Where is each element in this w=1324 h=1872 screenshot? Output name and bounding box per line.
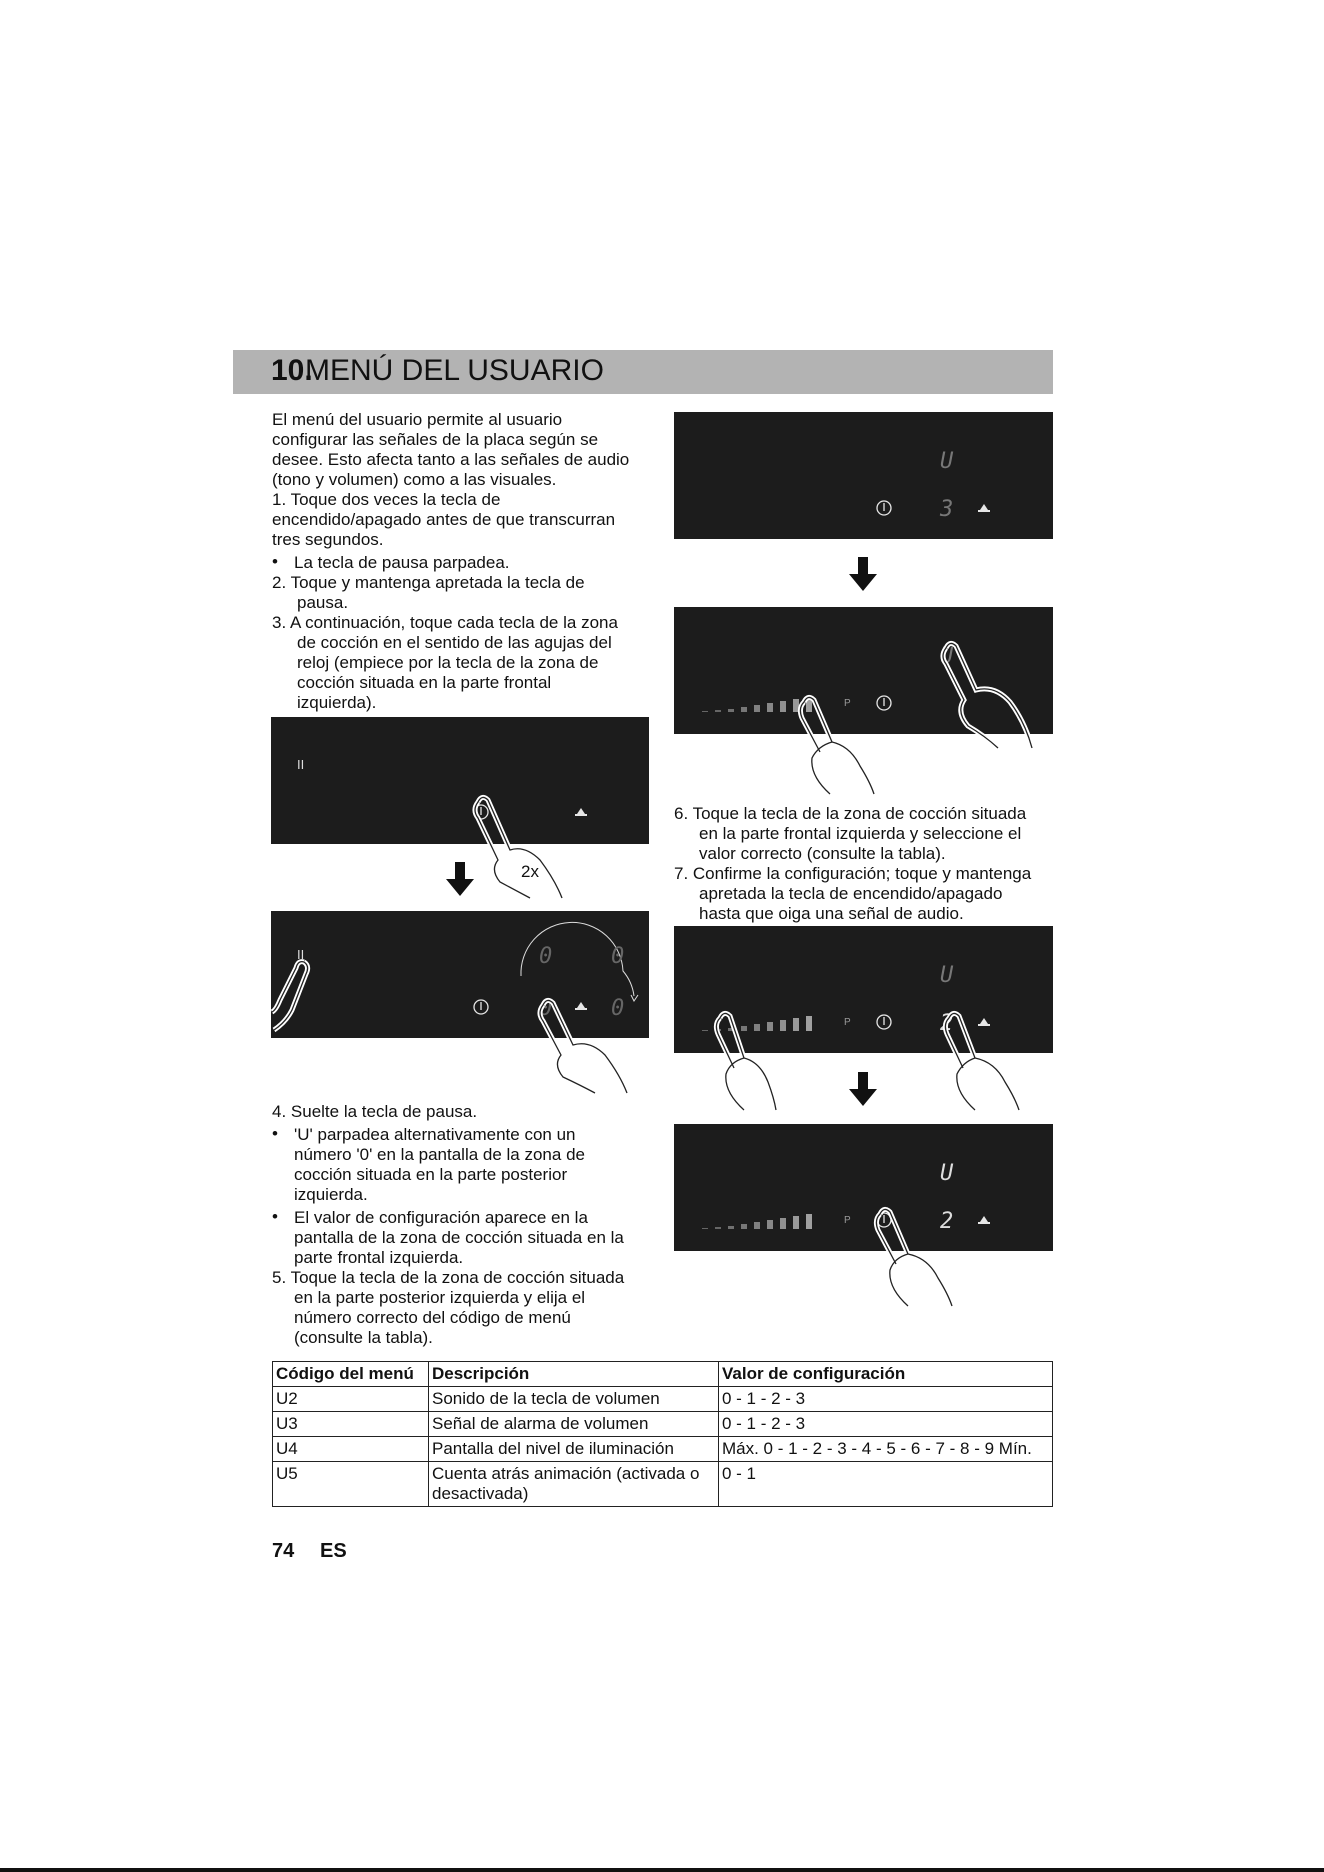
- power-icon: [474, 1000, 488, 1014]
- text-line: 2. Toque y mantenga apretada la tecla de: [272, 573, 585, 592]
- table-cell: 0 - 1: [719, 1462, 1053, 1507]
- table-cell: Cuenta atrás animación (activada o desactivada): [429, 1462, 719, 1507]
- menu-code-display: U: [940, 449, 954, 474]
- menu-code-table: [272, 1361, 1053, 1507]
- table-cell: Sonido de la tecla de volumen: [429, 1387, 719, 1412]
- text-line: valor correcto (consulte la tabla).: [699, 844, 946, 863]
- text-line: 7. Confirme la configuración; toque y mantenga: [674, 864, 1032, 883]
- table-cell: U5: [273, 1462, 429, 1507]
- finger-hand-icon: [790, 696, 890, 796]
- power-level-label: P: [844, 698, 851, 709]
- arrow-down-icon: [849, 557, 877, 591]
- text-line: 3. A continuación, toque cada tecla de la zona: [272, 613, 618, 632]
- control-panel-confirm: [674, 1124, 1053, 1251]
- finger-hand-icon: [935, 1012, 1035, 1112]
- menu-value-display: 3: [940, 497, 954, 522]
- text-line: parte frontal izquierda.: [294, 1248, 464, 1267]
- page-edge-line: [0, 1868, 1324, 1872]
- text-line: tres segundos.: [272, 530, 384, 549]
- section-title: MENÚ DEL USUARIO: [305, 354, 604, 387]
- section-number: 10.: [271, 354, 313, 387]
- finger-hand-icon: [700, 1012, 800, 1112]
- text-line: hasta que oiga una señal de audio.: [699, 904, 964, 923]
- table-row: [273, 1437, 1053, 1462]
- text-line: El valor de configuración aparece en la: [294, 1208, 588, 1227]
- text-line: configurar las señales de la placa según se: [272, 430, 599, 449]
- text-line: en la parte frontal izquierda y seleccione el: [699, 824, 1022, 843]
- zone-display-rear-right: 0: [611, 944, 625, 969]
- text-line: (consulte la tabla).: [294, 1328, 433, 1347]
- zone-display-rear-left: 0: [539, 944, 553, 969]
- page-number: 74: [272, 1540, 295, 1562]
- text-line: pausa.: [297, 593, 349, 612]
- power-level-bar: [702, 1214, 812, 1229]
- text-line: 'U' parpadea alternativamente con un: [294, 1125, 576, 1144]
- text-line: en la parte posterior izquierda y elija el: [294, 1288, 586, 1307]
- finger-hand-icon: [272, 960, 317, 1040]
- table-header-row: [273, 1362, 1053, 1387]
- pause-symbol: II: [297, 947, 305, 962]
- finger-hand-icon: [535, 995, 635, 1095]
- table-cell: 0 - 1 - 2 - 3: [719, 1387, 1053, 1412]
- table-cell: Pantalla del nivel de iluminación: [429, 1437, 719, 1462]
- menu-code-display: U: [940, 963, 954, 988]
- text-line: reloj (empiece por la tecla de la zona de: [297, 653, 599, 672]
- text-line: El menú del usuario permite al usuario: [272, 410, 563, 429]
- arrow-down-icon: [849, 1072, 877, 1106]
- zone-display-front-right: 0: [611, 996, 625, 1021]
- text-line: de cocción en el sentido de las agujas del: [297, 633, 612, 652]
- power-level-label: P: [844, 1215, 851, 1226]
- power-icon: [877, 501, 891, 515]
- text-line: cocción situada en la parte posterior: [294, 1165, 568, 1184]
- table-header-value: Valor de configuración: [719, 1362, 1053, 1387]
- arrow-down-icon: [446, 862, 474, 896]
- table-cell: U3: [273, 1412, 429, 1437]
- table-row: [273, 1462, 1053, 1507]
- zone-display-front-left: 0: [539, 996, 553, 1021]
- pause-symbol: II: [297, 757, 305, 772]
- timer-icon: [575, 808, 587, 816]
- text-line: pantalla de la zona de cocción situada en la: [294, 1228, 624, 1247]
- double-tap-label: 2x: [521, 862, 539, 881]
- table-row: [273, 1387, 1053, 1412]
- table-header-code: Código del menú: [273, 1362, 429, 1387]
- text-line: 5. Toque la tecla de la zona de cocción situada: [272, 1268, 625, 1287]
- text-line: 1. Toque dos veces la tecla de: [272, 490, 501, 509]
- text-line: izquierda.: [294, 1185, 368, 1204]
- table-header-description: Descripción: [429, 1362, 719, 1387]
- table-cell: U2: [273, 1387, 429, 1412]
- menu-code-display: U: [940, 1161, 954, 1186]
- table-cell: 0 - 1 - 2 - 3: [719, 1412, 1053, 1437]
- bullet-icon: •: [272, 552, 278, 571]
- finger-hand-icon: [940, 640, 1040, 750]
- text-line: (tono y volumen) como a las visuales.: [272, 470, 557, 489]
- text-line: encendido/apagado antes de que transcurran: [272, 510, 616, 529]
- timer-icon: [978, 504, 990, 512]
- power-level-label: P: [844, 1017, 851, 1028]
- text-line: 6. Toque la tecla de la zona de cocción situada: [674, 804, 1027, 823]
- section-header: [233, 350, 1053, 394]
- power-icon: [877, 1015, 891, 1029]
- text-line: izquierda).: [297, 693, 377, 712]
- bullet-icon: •: [272, 1207, 278, 1226]
- timer-icon: [978, 1216, 990, 1224]
- text-line: desee. Esto afecta tanto a las señales de audio: [272, 450, 630, 469]
- text-line: número correcto del código de menú: [294, 1308, 571, 1327]
- menu-value-display: 2: [940, 1209, 954, 1234]
- control-panel-step1: [271, 717, 649, 844]
- table-cell: Máx. 0 - 1 - 2 - 3 - 4 - 5 - 6 - 7 - 8 - 9 Mín.: [719, 1437, 1053, 1462]
- table-cell: U4: [273, 1437, 429, 1462]
- table-row: [273, 1412, 1053, 1437]
- text-line: número '0' en la pantalla de la zona de: [294, 1145, 585, 1164]
- step-4: 4. Suelte la tecla de pausa.: [272, 1102, 478, 1121]
- finger-hand-icon: [470, 790, 570, 900]
- language-code: ES: [320, 1540, 347, 1562]
- bullet-icon: •: [272, 1124, 278, 1143]
- control-panel-menu-u3: [674, 412, 1053, 539]
- table-cell: Señal de alarma de volumen: [429, 1412, 719, 1437]
- bullet-pause-blinks: La tecla de pausa parpadea.: [294, 553, 510, 572]
- text-line: cocción situada en la parte frontal: [297, 673, 552, 692]
- finger-hand-icon: [872, 1208, 972, 1308]
- menu-value-display: 2: [940, 1011, 954, 1036]
- menu-code-display: U: [940, 644, 954, 669]
- text-line: apretada la tecla de encendido/apagado: [699, 884, 1003, 903]
